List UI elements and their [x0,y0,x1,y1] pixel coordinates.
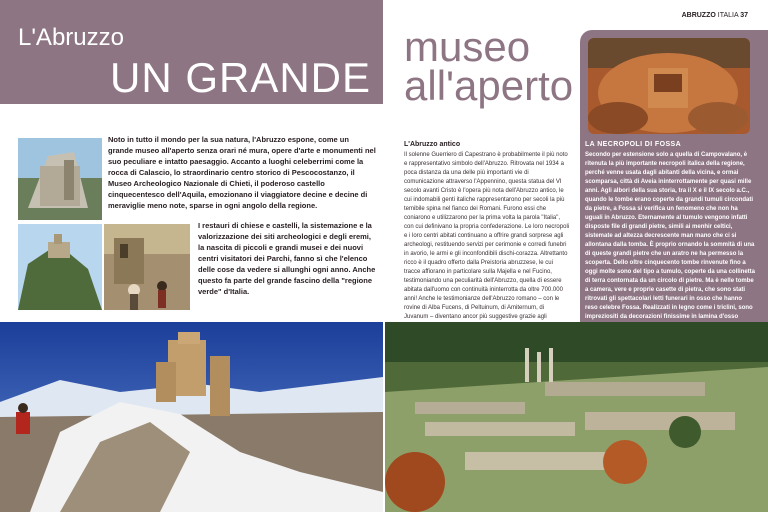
title-big: UN GRANDE [110,54,372,101]
article-body: Il solenne Guerriero di Capestrano è probabilmente il più noto e rappresentativo simbolo dell'Abruzzo. Ritrovata nel 1934 a poca distanza da una delle più importanti vie di comunicazione attraverso l'Appennino, questa statua del VI secolo avanti Cristo è l'opera più nota dell'Abruzzo antico, le cui indomabili genti italiche rappresentarono per secoli la più temibile spina nel fianco dei Romani. Furono essi che coniarono e utilizzarono per la prima volta la parola "Italia", con cui definivano la propria confederazione. Le loro necropoli e i loro centri abitati continuano a offrire grandi sorprese agli archeologi, restituendo servizi per cerimonie e corredi funebri in avorio, le armi e gli inconfondibili dischi-corazza. Altrettanto ricco è il quadro offerto dalla Preistoria abruzzese, le cui tracce affiorano in particolare sulla Majella e nel Fucino, testimoniando una peculiarità dell'Abruzzo, quella di essere abitata dall'uomo con continuità ininterrotta da oltre 700.000 anni! Anche le testimonianze dell'Abruzzo romano – con le rovine di Alba Fucens, di Peltuinum, di Amiternum, di Juvanum – diventano ancor più suggestive grazie agli [404,152,570,320]
rocca-calascio-photo [0,322,383,512]
sidebar-body: Secondo per estensione solo a quella di Campovalano, è ritenuta la più importante necropoli italica della regione, perché venne usata dagli abitanti della vicina, e ormai scomparsa, città di Aveia ininterrottamente per quasi mille anni. Agli albori della sua storia, tra il X e il IX secolo a.C., quando le tombe erano coperte da grandi tumuli circondati da pietre, a Fossa si verifica un fenomeno che non ha uguali in Abruzzo. Eternamente al tumulo vengono infatti disposte file di grandi pietre, simili ai menhir celtici, sistemate ad altezza decrescente man mano che ci si allontana dalla tomba. È proprio ornando la sommità di una di queste grandi pietre che un aratro ne ha permesso la scoperta. Dello oltre cinquecento tombe rinvenute fino a oggi molte sono del tipo a tumulo, coperte da una collinetta di terra contornata da un circolo di pietre. Ma è nelle tombe a camera, vere e proprie casette di pietra, che sono stati ritrovati gli spettacolari letti funerari in osso che hanno reso celebre Fossa. Realizzati in legno come i triclini, sono impreziositi da decorazioni finissime in lamina d'osso [585,152,756,320]
hilltop-village-photo [18,224,102,310]
header-region: ITALIA [717,12,739,19]
article-column [404,140,570,331]
title-small: L'Abruzzo [18,24,124,51]
header-page-number: 37 [740,12,748,19]
castle-aquila-photo [18,138,102,220]
title-right-line2: all'aperto [404,62,574,109]
running-header [682,12,748,19]
sidebar-heading: LA NECROPOLI DI FOSSA [585,141,682,148]
article-heading: L'Abruzzo antico [404,141,461,148]
sidebar-column [585,140,755,331]
intro-text: Noto in tutto il mondo per la sua natura, l'Abruzzo espone, come un grande museo all'aperto senza orari né mura, opere d'arte e monumenti nel suo peculiare e intatto paesaggio. Accanto a luoghi celeberrimi come la rocca di Calascio, lo straordinario centro storico di Pescocostanzo, il Museo Archeologico Nazionale di Chieti, il poderoso castello cinquecentesco dell'Aquila, emozionano il viaggiatore decine e decine di meraviglie meno note, sparse in ogni angolo della regione. [108,135,376,210]
tomb-photo [588,38,750,134]
title-right-line1: museo [404,23,531,70]
alba-fucens-ruins-photo [385,322,768,512]
intro-text-2: I restauri di chiese e castelli, la sistemazione e la valorizzazione dei siti archeologici e degli eremi, la nascita di piccoli e grandi musei e dei nuovi centri visitatori dei Parchi, fanno sì che l'elenco delle cose da vedere si allunghi ogni anno. Anche questo fa parte del grande fascino della "regione verde" d'Italia. [198,221,376,296]
header-section: ABRUZZO [681,12,716,19]
ruins-visitors-photo [104,224,190,310]
